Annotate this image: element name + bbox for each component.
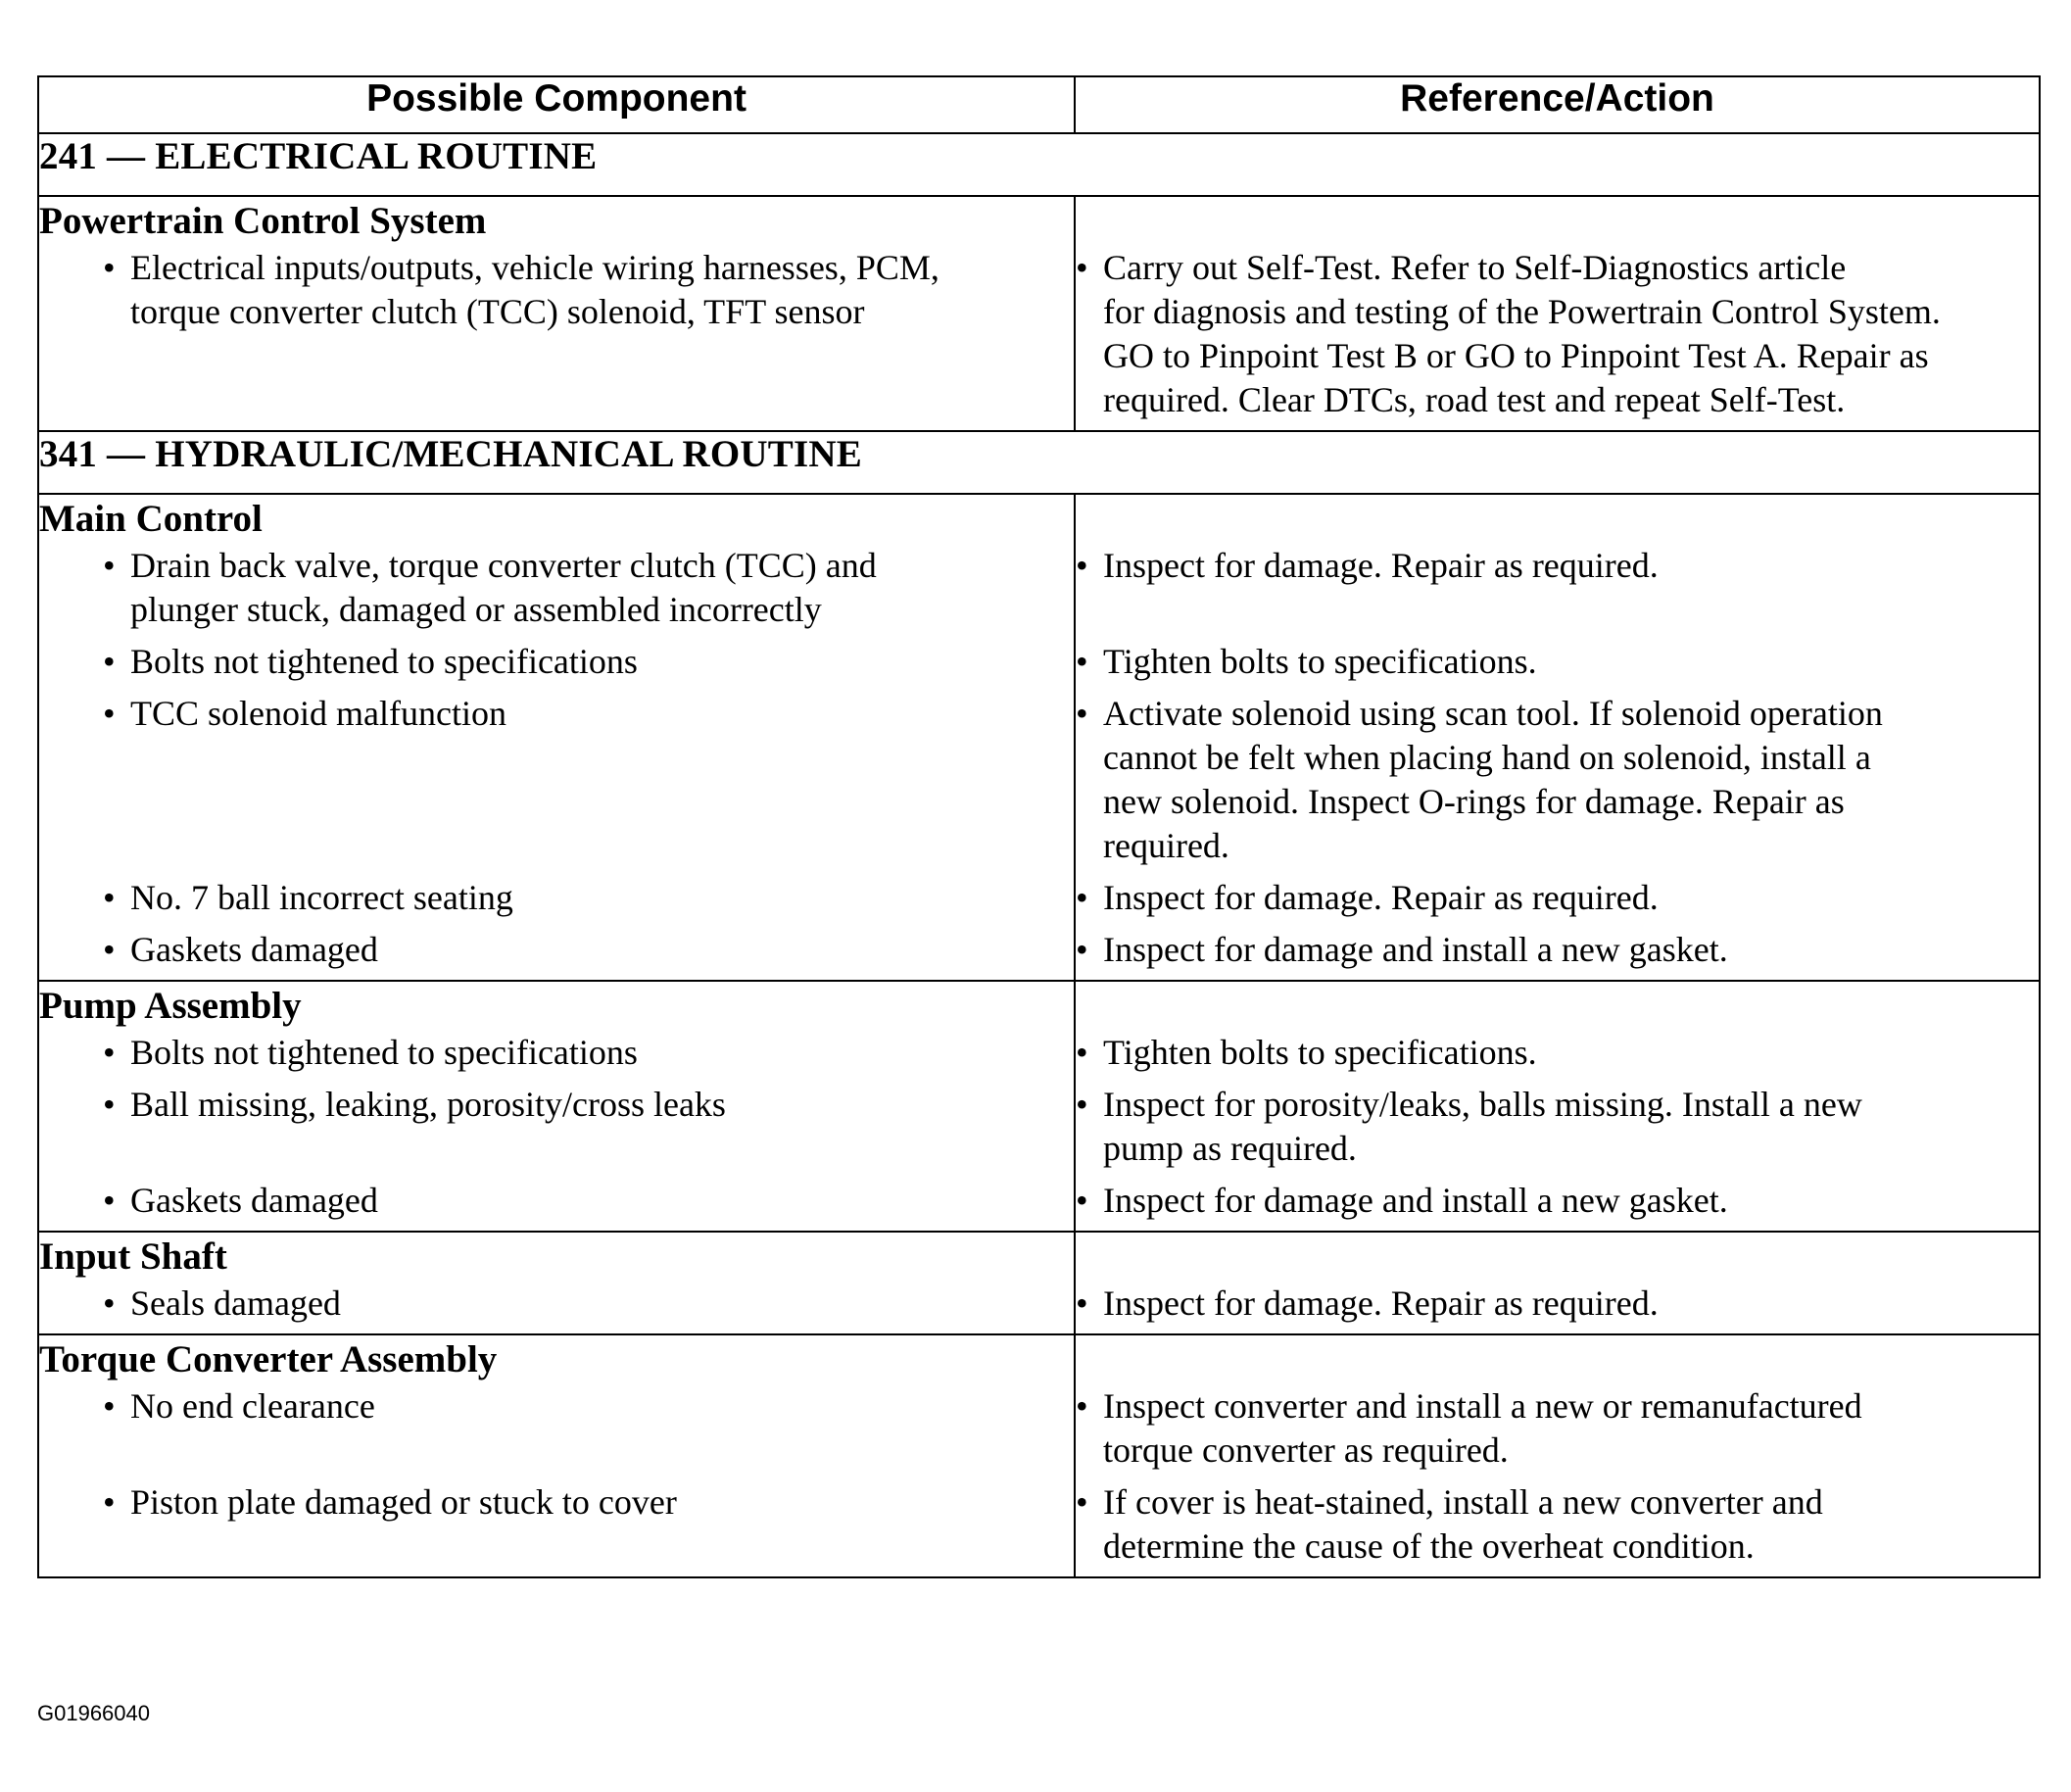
routine-title: 241 — ELECTRICAL ROUTINE xyxy=(38,133,2040,196)
section-spacer xyxy=(1076,495,2039,544)
bullet-marker: • xyxy=(1076,1482,1088,1522)
action-cell xyxy=(1075,494,2040,981)
component-cell xyxy=(38,196,1075,431)
action-text-line: required. xyxy=(1103,826,1229,865)
component-block xyxy=(39,1480,1074,1576)
action-cell xyxy=(1075,196,2040,431)
action-text-line: Inspect for damage and install a new gasket. xyxy=(1103,1181,1728,1220)
component-text-line: Electrical inputs/outputs, vehicle wiring harnesses, PCM, xyxy=(130,248,939,287)
bullet-marker: • xyxy=(1076,878,1088,917)
component-text xyxy=(130,1480,1074,1525)
action-block xyxy=(1076,1384,2039,1480)
section-name: Pump Assembly xyxy=(39,985,302,1027)
bullet-marker: • xyxy=(1076,546,1088,585)
component-text-line: Seals damaged xyxy=(130,1283,341,1323)
action-text xyxy=(1103,928,2039,972)
component-text xyxy=(130,1031,1074,1075)
component-item xyxy=(103,1083,1074,1127)
action-text xyxy=(1103,1031,2039,1075)
component-block xyxy=(39,1282,1074,1333)
action-text-line: new solenoid. Inspect O-rings for damage. Repair as xyxy=(1103,782,1845,821)
action-text xyxy=(1103,544,2039,588)
action-block xyxy=(1076,1031,2039,1083)
component-text xyxy=(130,876,1074,920)
action-block xyxy=(1076,928,2039,980)
action-text xyxy=(1103,1282,2039,1326)
component-item xyxy=(103,928,1074,972)
section-name: Torque Converter Assembly xyxy=(39,1338,498,1380)
component-text-line: Gaskets damaged xyxy=(130,1181,378,1220)
component-block xyxy=(39,1083,1074,1179)
component-item xyxy=(103,692,1074,736)
component-text-line: Gaskets damaged xyxy=(130,930,378,969)
section-row xyxy=(38,1232,2040,1334)
component-item xyxy=(103,1179,1074,1223)
action-text xyxy=(1103,1384,2039,1473)
action-text-line: Tighten bolts to specifications. xyxy=(1103,1033,1537,1072)
action-item xyxy=(1076,544,2039,588)
action-block xyxy=(1076,1480,2039,1576)
component-text-line: Bolts not tightened to specifications xyxy=(130,1033,638,1072)
action-block xyxy=(1076,246,2039,430)
section-name: Main Control xyxy=(39,498,263,540)
component-text-line: Ball missing, leaking, porosity/cross leaks xyxy=(130,1085,726,1124)
component-item xyxy=(103,246,1074,334)
action-text-line: cannot be felt when placing hand on solenoid, install a xyxy=(1103,738,1871,777)
component-block xyxy=(39,876,1074,928)
bullet-marker: • xyxy=(103,248,116,287)
action-text-line: Carry out Self-Test. Refer to Self-Diagnostics article xyxy=(1103,248,1847,287)
action-text-line: If cover is heat-stained, install a new converter and xyxy=(1103,1482,1823,1522)
routine-row xyxy=(38,431,2040,494)
component-text xyxy=(130,246,1074,334)
bullet-marker: • xyxy=(1076,248,1088,287)
action-block xyxy=(1076,1179,2039,1231)
component-item xyxy=(103,1480,1074,1525)
action-block xyxy=(1076,544,2039,640)
table-header-row xyxy=(38,76,2040,133)
header-possible-component: Possible Component xyxy=(38,76,1075,133)
action-text-line: GO to Pinpoint Test B or GO to Pinpoint Test A. Repair as xyxy=(1103,336,1929,375)
bullet-marker: • xyxy=(103,878,116,917)
component-item xyxy=(103,544,1074,632)
action-text xyxy=(1103,692,2039,868)
bullet-marker: • xyxy=(103,1482,116,1522)
action-item xyxy=(1076,692,2039,868)
action-text-line: required. Clear DTCs, road test and repeat Self-Test. xyxy=(1103,380,1846,419)
component-block xyxy=(39,1031,1074,1083)
bullet-marker: • xyxy=(103,1181,116,1220)
component-text xyxy=(130,692,1074,736)
component-block xyxy=(39,692,1074,876)
component-text xyxy=(130,1384,1074,1429)
action-text-line: pump as required. xyxy=(1103,1129,1357,1168)
section-spacer xyxy=(1076,1335,2039,1384)
component-text-line: Drain back valve, torque converter clutch (TCC) and xyxy=(130,546,877,585)
action-text xyxy=(1103,1179,2039,1223)
action-text xyxy=(1103,876,2039,920)
component-text xyxy=(130,1179,1074,1223)
action-text-line: for diagnosis and testing of the Powertrain Control System. xyxy=(1103,292,1941,331)
section-row xyxy=(38,981,2040,1232)
component-text-line: plunger stuck, damaged or assembled incorrectly xyxy=(130,590,822,629)
component-text xyxy=(130,544,1074,632)
component-text-line: No. 7 ball incorrect seating xyxy=(130,878,513,917)
bullet-marker: • xyxy=(1076,930,1088,969)
bullet-marker: • xyxy=(103,1033,116,1072)
bullet-marker: • xyxy=(1076,1283,1088,1323)
component-text xyxy=(130,928,1074,972)
section-spacer xyxy=(1076,197,2039,246)
component-block xyxy=(39,544,1074,640)
action-text xyxy=(1103,1480,2039,1569)
action-block xyxy=(1076,640,2039,692)
routine-title: 341 — HYDRAULIC/MECHANICAL ROUTINE xyxy=(38,431,2040,494)
action-item xyxy=(1076,1031,2039,1075)
action-item xyxy=(1076,1384,2039,1473)
component-block xyxy=(39,928,1074,980)
component-item xyxy=(103,1384,1074,1429)
action-block xyxy=(1076,692,2039,876)
action-block xyxy=(1076,1083,2039,1179)
action-item xyxy=(1076,1282,2039,1326)
component-block xyxy=(39,640,1074,692)
bullet-marker: • xyxy=(103,642,116,681)
bullet-marker: • xyxy=(1076,1033,1088,1072)
diagnosis-table xyxy=(37,75,2041,1578)
component-text-line: TCC solenoid malfunction xyxy=(130,694,506,733)
action-cell xyxy=(1075,1334,2040,1577)
bullet-marker: • xyxy=(103,930,116,969)
action-text-line: Inspect for damage. Repair as required. xyxy=(1103,546,1659,585)
action-text-line: Inspect for damage and install a new gasket. xyxy=(1103,930,1728,969)
action-text xyxy=(1103,1083,2039,1171)
component-text-line: Piston plate damaged or stuck to cover xyxy=(130,1482,677,1522)
action-text-line: Activate solenoid using scan tool. If solenoid operation xyxy=(1103,694,1883,733)
bullet-marker: • xyxy=(1076,1181,1088,1220)
bullet-marker: • xyxy=(1076,1085,1088,1124)
component-text xyxy=(130,1083,1074,1127)
action-text-line: Inspect for damage. Repair as required. xyxy=(1103,1283,1659,1323)
bullet-marker: • xyxy=(1076,1386,1088,1426)
component-cell xyxy=(38,1334,1075,1577)
action-item xyxy=(1076,1179,2039,1223)
component-block xyxy=(39,246,1074,430)
routine-row xyxy=(38,133,2040,196)
section-row xyxy=(38,1334,2040,1577)
component-text xyxy=(130,640,1074,684)
component-block xyxy=(39,1384,1074,1480)
action-text-line: Inspect for porosity/leaks, balls missing. Install a new xyxy=(1103,1085,1862,1124)
component-item xyxy=(103,640,1074,684)
component-text xyxy=(130,1282,1074,1326)
component-item xyxy=(103,1031,1074,1075)
action-text-line: Inspect converter and install a new or remanufactured xyxy=(1103,1386,1862,1426)
action-item xyxy=(1076,876,2039,920)
action-item xyxy=(1076,1083,2039,1171)
action-text xyxy=(1103,246,2039,422)
component-cell xyxy=(38,981,1075,1232)
bullet-marker: • xyxy=(103,546,116,585)
component-item xyxy=(103,1282,1074,1326)
section-spacer xyxy=(1076,982,2039,1031)
bullet-marker: • xyxy=(103,1085,116,1124)
action-cell xyxy=(1075,981,2040,1232)
bullet-marker: • xyxy=(1076,642,1088,681)
action-block xyxy=(1076,1282,2039,1333)
section-spacer xyxy=(1076,1233,2039,1282)
section-name: Powertrain Control System xyxy=(39,200,487,242)
action-text-line: Inspect for damage. Repair as required. xyxy=(1103,878,1659,917)
component-cell xyxy=(38,494,1075,981)
bullet-marker: • xyxy=(103,694,116,733)
section-name: Input Shaft xyxy=(39,1235,227,1278)
component-item xyxy=(103,876,1074,920)
component-text-line: torque converter clutch (TCC) solenoid, TFT sensor xyxy=(130,292,865,331)
section-row xyxy=(38,494,2040,981)
component-block xyxy=(39,1179,1074,1231)
action-text-line: determine the cause of the overheat condition. xyxy=(1103,1526,1755,1566)
bullet-marker: • xyxy=(103,1283,116,1323)
action-text xyxy=(1103,640,2039,684)
action-item xyxy=(1076,246,2039,422)
component-cell xyxy=(38,1232,1075,1334)
action-text-line: Tighten bolts to specifications. xyxy=(1103,642,1537,681)
section-row xyxy=(38,196,2040,431)
component-text-line: No end clearance xyxy=(130,1386,375,1426)
bullet-marker: • xyxy=(1076,694,1088,733)
action-item xyxy=(1076,1480,2039,1569)
action-block xyxy=(1076,876,2039,928)
component-text-line: Bolts not tightened to specifications xyxy=(130,642,638,681)
action-item xyxy=(1076,928,2039,972)
table-body xyxy=(38,133,2040,1577)
figure-id: G01966040 xyxy=(37,1701,150,1725)
bullet-marker: • xyxy=(103,1386,116,1426)
header-reference-action: Reference/Action xyxy=(1075,76,2040,133)
action-item xyxy=(1076,640,2039,684)
action-text-line: torque converter as required. xyxy=(1103,1430,1509,1470)
action-cell xyxy=(1075,1232,2040,1334)
